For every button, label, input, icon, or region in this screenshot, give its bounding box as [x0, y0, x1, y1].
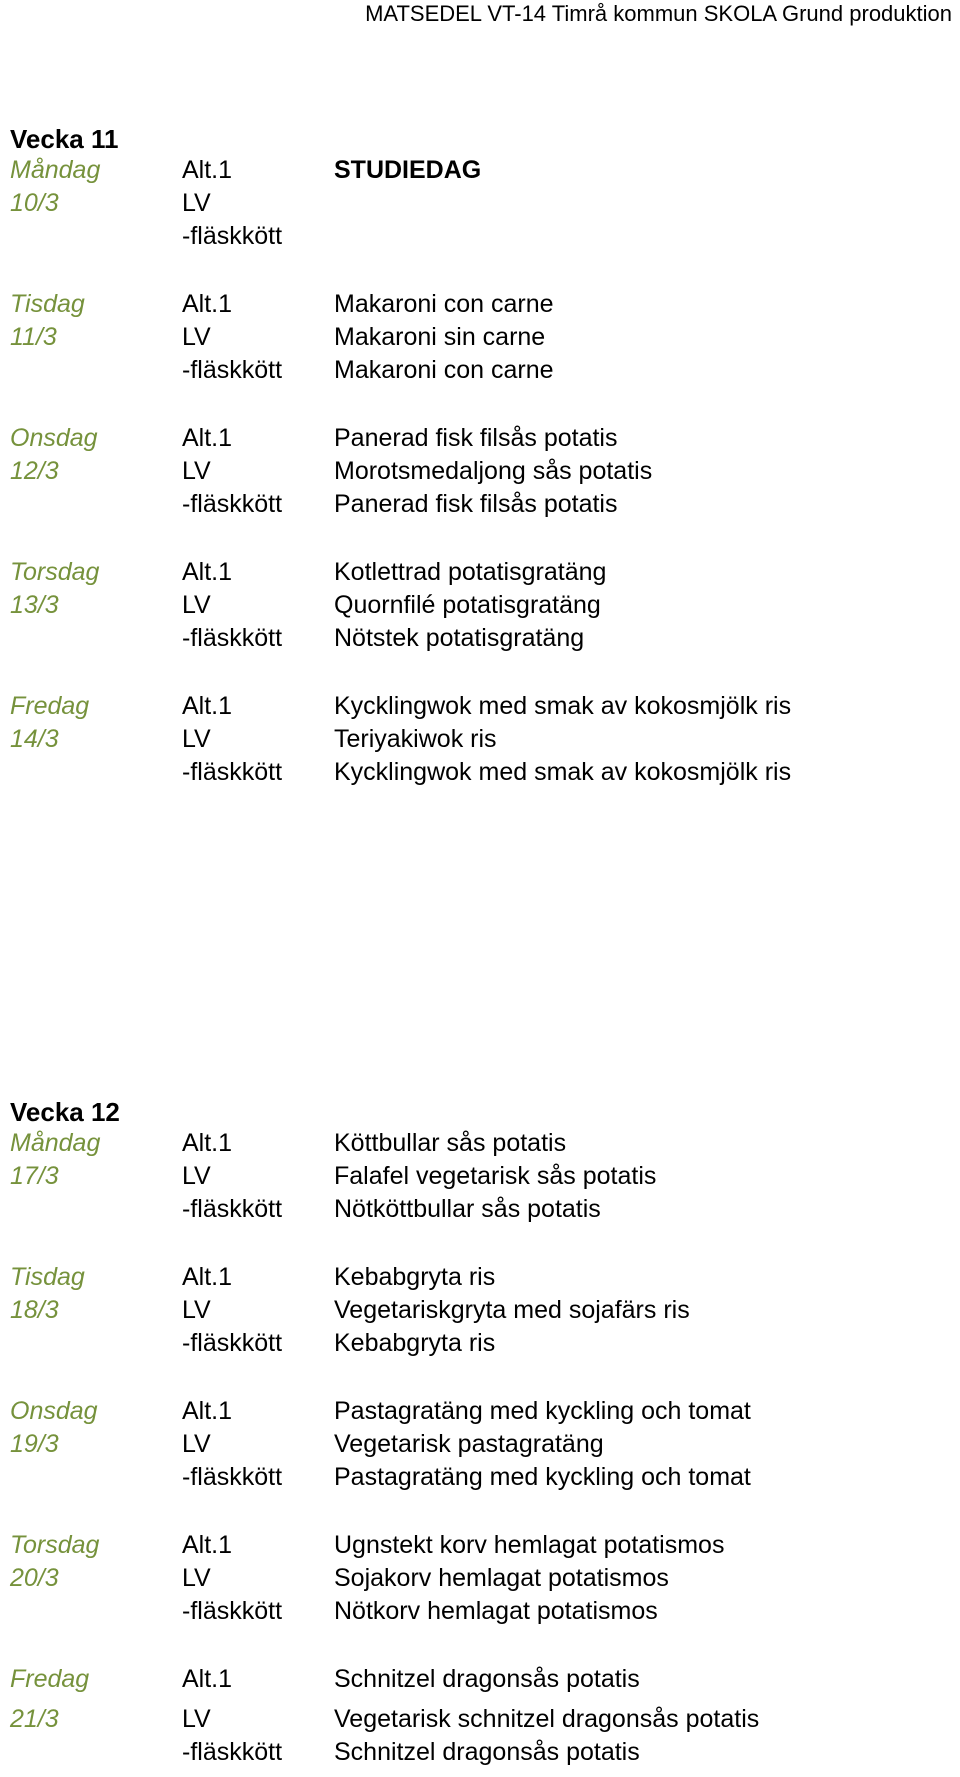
lv-dish: Makaroni sin carne [334, 323, 546, 351]
lv-row [10, 321, 940, 354]
alt-dish: Kotlettrad potatisgratäng [334, 558, 607, 586]
day-date: 12/3 [10, 457, 59, 485]
lv-row [10, 1160, 940, 1193]
alt-dish: Makaroni con carne [334, 290, 554, 318]
flask-row [10, 1327, 940, 1360]
flask-label: -fläskkött [182, 222, 283, 250]
lv-label: LV [182, 1162, 211, 1190]
lv-dish: Morotsmedaljong sås potatis [334, 457, 653, 485]
lv-row [10, 723, 940, 756]
day-name: Torsdag [10, 558, 100, 586]
lv-label: LV [182, 457, 211, 485]
week-12 [10, 1097, 940, 1767]
alt-label: Alt.1 [182, 558, 233, 586]
lv-row [10, 1562, 940, 1595]
day-date: 13/3 [10, 591, 59, 619]
lv-label: LV [182, 591, 211, 619]
alt-row [10, 556, 940, 589]
day-name: Tisdag [10, 1263, 85, 1291]
week-title: Vecka 12 [10, 1097, 120, 1127]
alt-dish: Kebabgryta ris [334, 1263, 496, 1291]
day-name: Tisdag [10, 290, 85, 318]
day-block-monday [10, 154, 940, 288]
flask-dish: Nötkorv hemlagat potatismos [334, 1597, 658, 1625]
lv-dish: Sojakorv hemlagat potatismos [334, 1564, 669, 1592]
alt-label: Alt.1 [182, 1665, 233, 1693]
lv-row [10, 1294, 940, 1327]
alt-row [10, 1529, 940, 1562]
day-date: 20/3 [10, 1564, 59, 1592]
lv-label: LV [182, 189, 211, 217]
day-date: 11/3 [10, 323, 57, 351]
flask-dish: Schnitzel dragonsås potatis [334, 1738, 640, 1766]
flask-row [10, 1736, 940, 1769]
lv-dish: Falafel vegetarisk sås potatis [334, 1162, 657, 1190]
day-name: Fredag [10, 1665, 90, 1693]
lv-dish: Quornfilé potatisgratäng [334, 591, 601, 619]
alt-dish: Köttbullar sås potatis [334, 1129, 567, 1157]
day-block-thursday [10, 1529, 940, 1663]
flask-dish: Kebabgryta ris [334, 1329, 496, 1357]
lv-dish: Teriyakiwok ris [334, 725, 497, 753]
alt-dish: Kycklingwok med smak av kokosmjölk ris [334, 692, 792, 720]
day-name: Måndag [10, 1129, 101, 1157]
alt-label: Alt.1 [182, 156, 233, 184]
alt-dish: Pastagratäng med kyckling och tomat [334, 1397, 751, 1425]
day-name: Torsdag [10, 1531, 100, 1559]
flask-dish: Kycklingwok med smak av kokosmjölk ris [334, 758, 792, 786]
alt-dish: Ugnstekt korv hemlagat potatismos [334, 1531, 725, 1559]
flask-label: -fläskkött [182, 1195, 283, 1223]
flask-row [10, 1595, 940, 1628]
day-block-tuesday [10, 288, 940, 422]
flask-row [10, 756, 940, 789]
lv-label: LV [182, 1705, 211, 1733]
day-date: 18/3 [10, 1296, 59, 1324]
alt-label: Alt.1 [182, 424, 233, 452]
alt-row [10, 1395, 940, 1428]
alt-row [10, 1127, 940, 1160]
alt-row [10, 1261, 940, 1294]
flask-label: -fläskkött [182, 1597, 283, 1625]
day-date: 17/3 [10, 1162, 59, 1190]
lv-dish: Vegetarisk schnitzel dragonsås potatis [334, 1705, 760, 1733]
lv-dish: Vegetarisk pastagratäng [334, 1430, 604, 1458]
flask-label: -fläskkött [182, 356, 283, 384]
day-block-wednesday [10, 1395, 940, 1529]
lv-row [10, 1703, 940, 1736]
lv-row [10, 1428, 940, 1461]
flask-row [10, 488, 940, 521]
day-name: Onsdag [10, 424, 98, 452]
flask-row [10, 220, 940, 253]
lv-row [10, 455, 940, 488]
lv-row [10, 589, 940, 622]
lv-label: LV [182, 1296, 211, 1324]
day-date: 21/3 [10, 1705, 59, 1733]
lv-label: LV [182, 323, 211, 351]
alt-row [10, 422, 940, 455]
flask-label: -fläskkött [182, 758, 283, 786]
day-date: 14/3 [10, 725, 59, 753]
day-block-friday [10, 1663, 940, 1767]
day-block-wednesday [10, 422, 940, 556]
alt-label: Alt.1 [182, 1397, 233, 1425]
day-name: Onsdag [10, 1397, 98, 1425]
alt-label: Alt.1 [182, 692, 233, 720]
lv-label: LV [182, 1564, 211, 1592]
alt-row [10, 690, 940, 723]
alt-dish: STUDIEDAG [334, 156, 482, 184]
alt-row [10, 1663, 940, 1696]
alt-label: Alt.1 [182, 1129, 233, 1157]
flask-label: -fläskkött [182, 1738, 283, 1766]
alt-dish: Panerad fisk filsås potatis [334, 424, 618, 452]
day-block-monday [10, 1127, 940, 1261]
flask-dish: Nötköttbullar sås potatis [334, 1195, 601, 1223]
day-name: Fredag [10, 692, 90, 720]
flask-dish: Panerad fisk filsås potatis [334, 490, 618, 518]
alt-row [10, 154, 940, 187]
day-name: Måndag [10, 156, 101, 184]
flask-row [10, 622, 940, 655]
alt-label: Alt.1 [182, 1531, 233, 1559]
flask-row [10, 1461, 940, 1494]
alt-row [10, 288, 940, 321]
alt-dish: Schnitzel dragonsås potatis [334, 1665, 640, 1693]
document-header: MATSEDEL VT-14 Timrå kommun SKOLA Grund produktion [365, 1, 952, 26]
lv-label: LV [182, 725, 211, 753]
week-11 [10, 124, 940, 794]
lv-row [10, 187, 940, 220]
week-title: Vecka 11 [10, 124, 119, 154]
day-block-friday [10, 690, 940, 794]
lv-label: LV [182, 1430, 211, 1458]
day-date: 10/3 [10, 189, 59, 217]
flask-label: -fläskkött [182, 624, 283, 652]
alt-label: Alt.1 [182, 290, 233, 318]
day-block-tuesday [10, 1261, 940, 1395]
flask-row [10, 1193, 940, 1226]
flask-label: -fläskkött [182, 1329, 283, 1357]
flask-dish: Nötstek potatisgratäng [334, 624, 585, 652]
lv-dish: Vegetariskgryta med sojafärs ris [334, 1296, 690, 1324]
flask-dish: Makaroni con carne [334, 356, 554, 384]
flask-dish: Pastagratäng med kyckling och tomat [334, 1463, 751, 1491]
day-date: 19/3 [10, 1430, 59, 1458]
day-block-thursday [10, 556, 940, 690]
flask-label: -fläskkött [182, 490, 283, 518]
flask-label: -fläskkött [182, 1463, 283, 1491]
alt-label: Alt.1 [182, 1263, 233, 1291]
flask-row [10, 354, 940, 387]
